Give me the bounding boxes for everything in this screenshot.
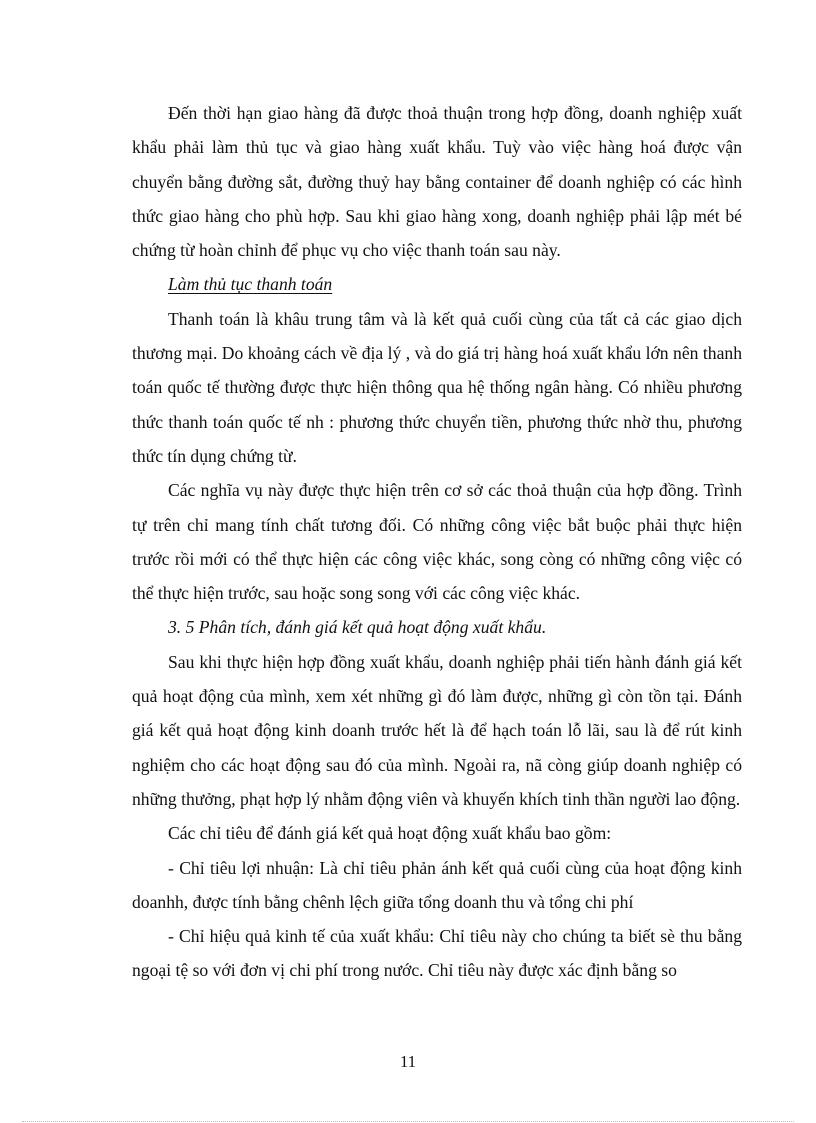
document-body [132,96,742,988]
section-heading-payment [132,267,742,301]
page-number: 11 [399,1052,417,1071]
section-heading-evaluation: 3. 5 Phân tích, đánh giá kết quả hoạt động xuất khẩu. [168,617,547,638]
list-item-profit: - Chỉ tiêu lợi nhuận: Là chỉ tiêu phản ánh kết quả cuối cùng của hoạt động kinh doanhh, được tính bằng chênh lệch giữa tổng doanh thu và tổng chi phí [132,857,742,912]
section-heading-payment-text: Làm thủ tục thanh toán [168,274,333,295]
footer-dotted-rule [22,1121,794,1122]
paragraph-evaluation: Sau khi thực hiện hợp đồng xuất khẩu, doanh nghiệp phải tiến hành đánh giá kết quả hoạt động của mình, xem xét những gì đó làm được, những gì còn tồn tại. Đánh giá kết quả hoạt động kinh doanh trước hết là để hạch toán lỗ lãi, sau là để rút kinh nghiệm cho các hoạt động sau đó của mình. Ngoài ra, nã còng giúp doanh nghiệp có những thưởng, phạt hợp lý nhằm động viên và khuyến khích tinh thần người lao động. [132,651,742,809]
paragraph-delivery: Đến thời hạn giao hàng đã được thoả thuận trong hợp đồng, doanh nghiệp xuất khẩu phải làm thủ tục và giao hàng xuất khẩu. Tuỳ vào việc hàng hoá được vận chuyển bằng đường sắt, đường thuỷ hay bằng container để doanh nghiệp có các hình thức giao hàng cho phù hợp. Sau khi giao hàng xong, doanh nghiệp phải lập mét bé chứng từ hoàn chỉnh để phục vụ cho việc thanh toán sau này. [132,103,742,261]
paragraph-payment: Thanh toán là khâu trung tâm và là kết quả cuối cùng của tất cả các giao dịch thương mại. Do khoảng cách về địa lý , và do giá trị hàng hoá xuất khẩu lớn nên thanh toán quốc tế thường được thực hiện thông qua hệ thống ngân hàng. Có nhiều phương thức thanh toán quốc tế nh : phương thức chuyển tiền, phương thức nhờ thu, phương thức tín dụng chứng từ. [132,308,742,466]
paragraph-criteria-intro: Các chỉ tiêu để đánh giá kết quả hoạt động xuất khẩu bao gồm: [168,823,612,844]
list-item-efficiency: - Chỉ hiệu quả kinh tế của xuất khẩu: Chỉ tiêu này cho chúng ta biết sè thu bằng ngoại tệ so với đơn vị chi phí trong nước. Chỉ tiêu này được xác định bằng so [132,926,742,981]
paragraph-obligations: Các nghĩa vụ này được thực hiện trên cơ sở các thoả thuận của hợp đồng. Trình tự trên chỉ mang tính chất tương đối. Có những công việc bắt buộc phải thực hiện trước rồi mới có thể thực hiện các công việc khác, song còng có những công việc có thể thực hiện trước, sau hoặc song song với các công việc khác. [132,480,742,604]
